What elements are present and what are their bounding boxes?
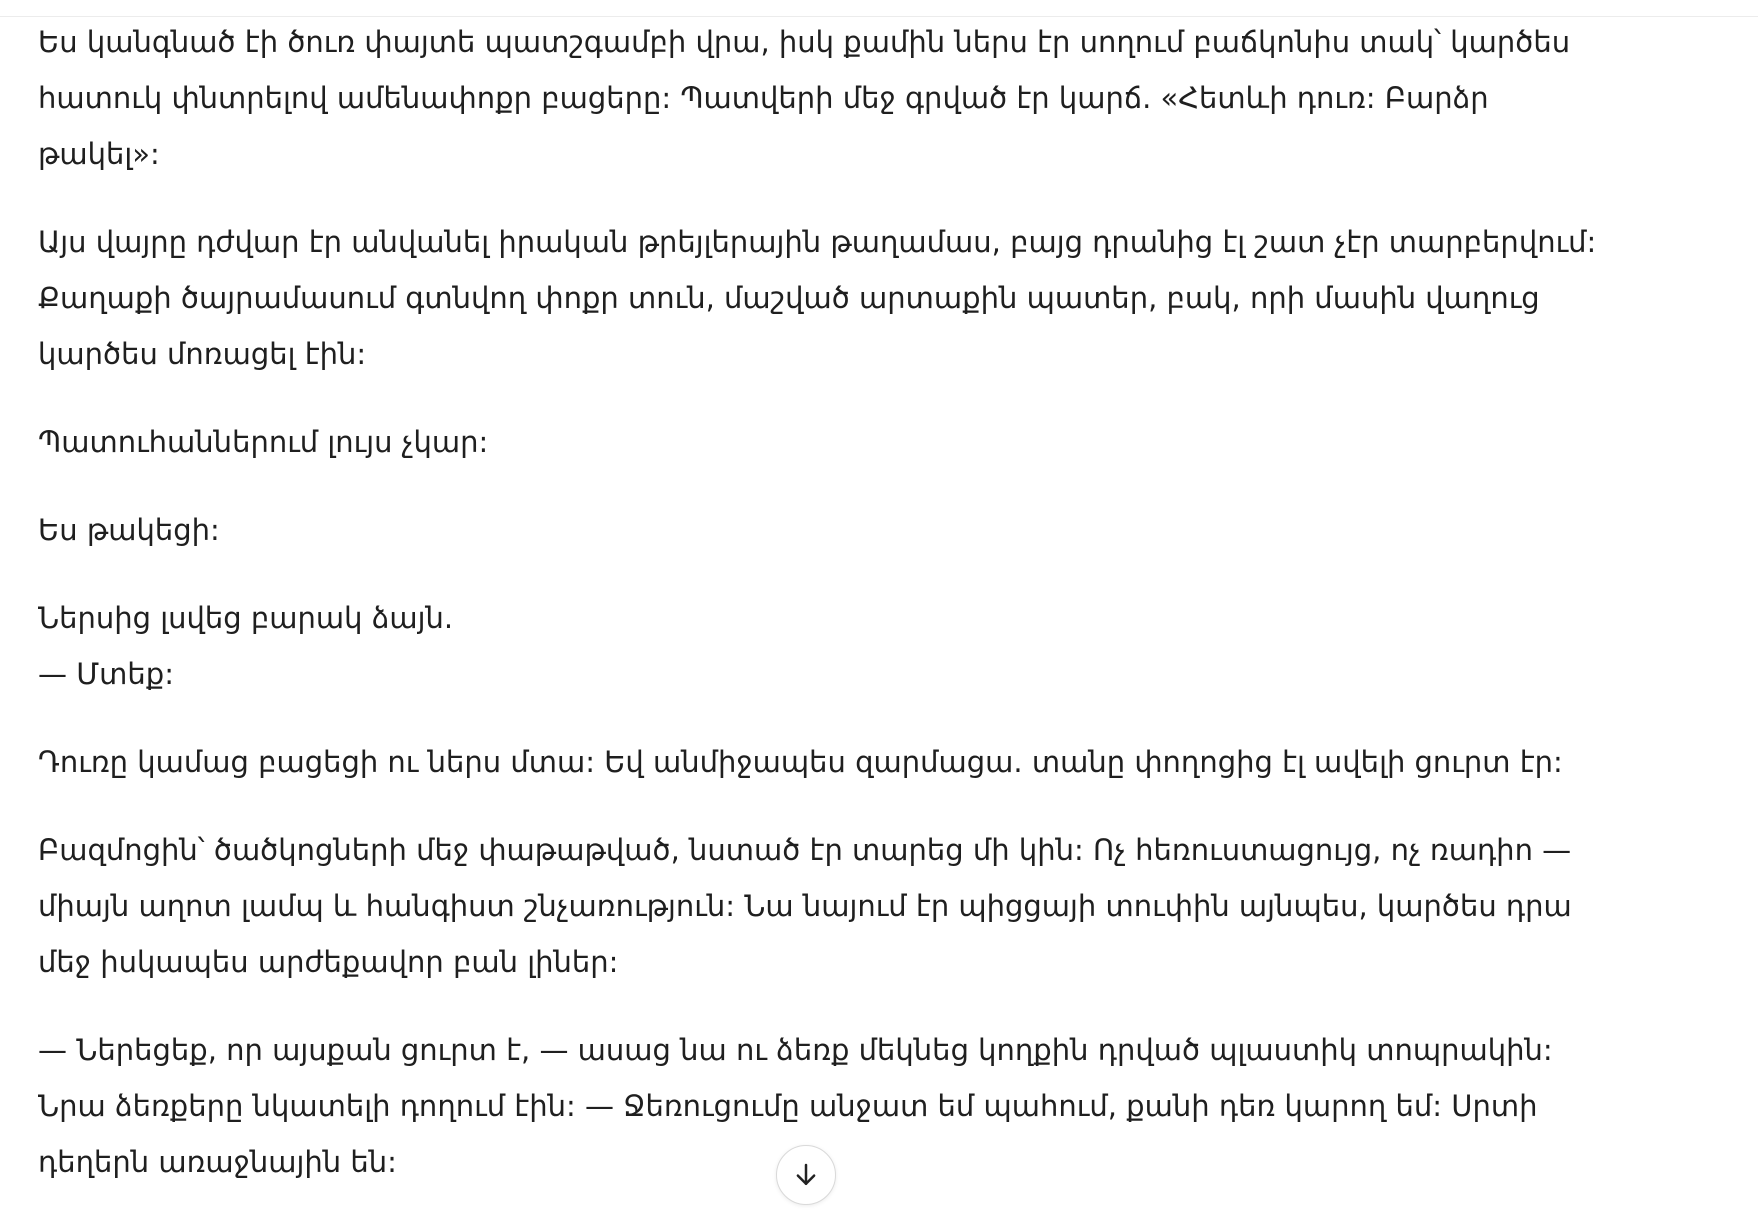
arrow-down-icon (791, 1160, 821, 1190)
paragraph-2: Այս վայրը դժվար էր անվանել իրական թրեյլերային թաղամաս, բայց դրանից էլ շատ չէր տարբերվում: Քաղաքի ծայրամասում գտնվող փոքր տուն, մաշված արտաքին պատեր, բակ, որի մասին վաղուց կարծես մոռացել էին: (38, 225, 1597, 371)
paragraph-6: — Մտեք: (38, 657, 175, 691)
paragraph-8: Բազմոցին՝ ծածկոցների մեջ փաթաթված, նստած էր տարեց մի կին: Ոչ հեռուստացույց, ոչ ռադիո — միայն աղոտ լամպ և հանգիստ շնչառություն: Նա նայում էր պիցցայի տուփին այնպես, կարծես դրա մեջ իսկապես արժեքավոր բան լիներ: (38, 833, 1572, 979)
message-content (38, 14, 1598, 1222)
paragraph-1: Ես կանգնած էի ծուռ փայտե պատշգամբի վրա, իսկ քամին ներս էր սողում բաճկոնիս տակ՝ կարծես հատուկ փնտրելով ամենափոքր բացերը: Պատվերի մեջ գրված էր կարճ. «Հետևի դուռ: Բարձր թակել»: (38, 25, 1571, 171)
scroll-to-bottom-button[interactable] (776, 1145, 836, 1205)
paragraph-4: Ես թակեցի: (38, 513, 220, 547)
paragraph-3: Պատուհաններում լույս չկար: (38, 425, 489, 459)
paragraph-9: — Ներեցեք, որ այսքան ցուրտ է, — ասաց նա ու ձեռք մեկնեց կողքին դրված պլաստիկ տոպրակին: Նրա ձեռքերը նկատելի դողում էին: — Ջեռուցումը անջատ եմ պահում, քանի դեռ կարող եմ: Սրտի դեղերն առաջնային են: (38, 1033, 1553, 1179)
paragraph-7: Դուռը կամաց բացեցի ու ներս մտա: Եվ անմիջապես զարմացա. տանը փողոցից էլ ավելի ցուրտ էր: (38, 745, 1563, 779)
paragraph-5: Ներսից լսվեց բարակ ձայն. (38, 601, 454, 635)
